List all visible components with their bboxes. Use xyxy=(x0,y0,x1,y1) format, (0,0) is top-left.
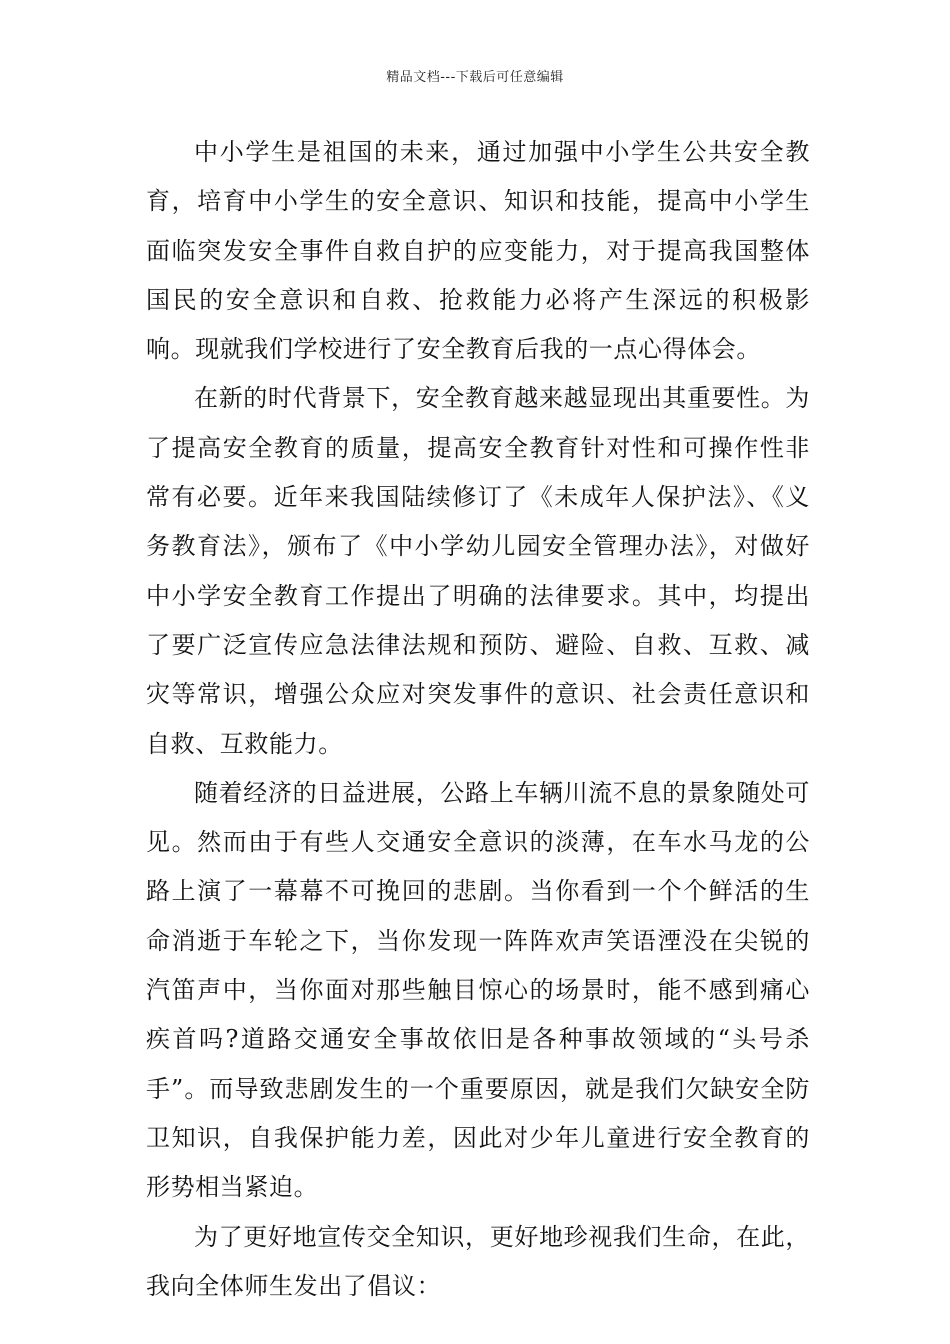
paragraph-4: 为了更好地宣传交全知识，更好地珍视我们生命，在此，我向全体师生发出了倡议： xyxy=(146,1222,810,1300)
page-header: 精品文档---下载后可任意编辑 xyxy=(386,70,564,85)
paragraph-1: 中小学生是祖国的未来，通过加强中小学生公共安全教育，培育中小学生的安全意识、知识和技能，提高中小学生面临突发安全事件自救自护的应变能力，对于提高我国整体国民的安全意识和自救、抢救能力必将产生深远的积极影响。现就我们学校进行了安全教育后我的一点心得体会。 xyxy=(146,138,810,364)
paragraph-3: 随着经济的日益进展，公路上车辆川流不息的景象随处可见。然而由于有些人交通安全意识的淡薄，在车水马龙的公路上演了一幕幕不可挽回的悲剧。当你看到一个个鲜活的生命消逝于车轮之下，当你发现一阵阵欢声笑语湮没在尖锐的汽笛声中，当你面对那些触目惊心的场景时，能不感到痛心疾首吗?道路交通安全事故依旧是各种事故领域的“头号杀手”。而导致悲剧发生的一个重要原因，就是我们欠缺安全防卫知识，自我保护能力差，因此对少年儿童进行安全教育的形势相当紧迫。 xyxy=(146,778,810,1202)
document-body xyxy=(146,128,810,1311)
paragraph-2: 在新的时代背景下，安全教育越来越显现出其重要性。为了提高安全教育的质量，提高安全教育针对性和可操作性非常有必要。近年来我国陆续修订了《未成年人保护法》、《义务教育法》，颁布了《中小学幼儿园安全管理办法》，对做好中小学安全教育工作提出了明确的法律要求。其中，均提出了要广泛宣传应急法律法规和预防、避险、自救、互救、减灾等常识，增强公众应对突发事件的意识、社会责任意识和自救、互救能力。 xyxy=(146,384,810,758)
